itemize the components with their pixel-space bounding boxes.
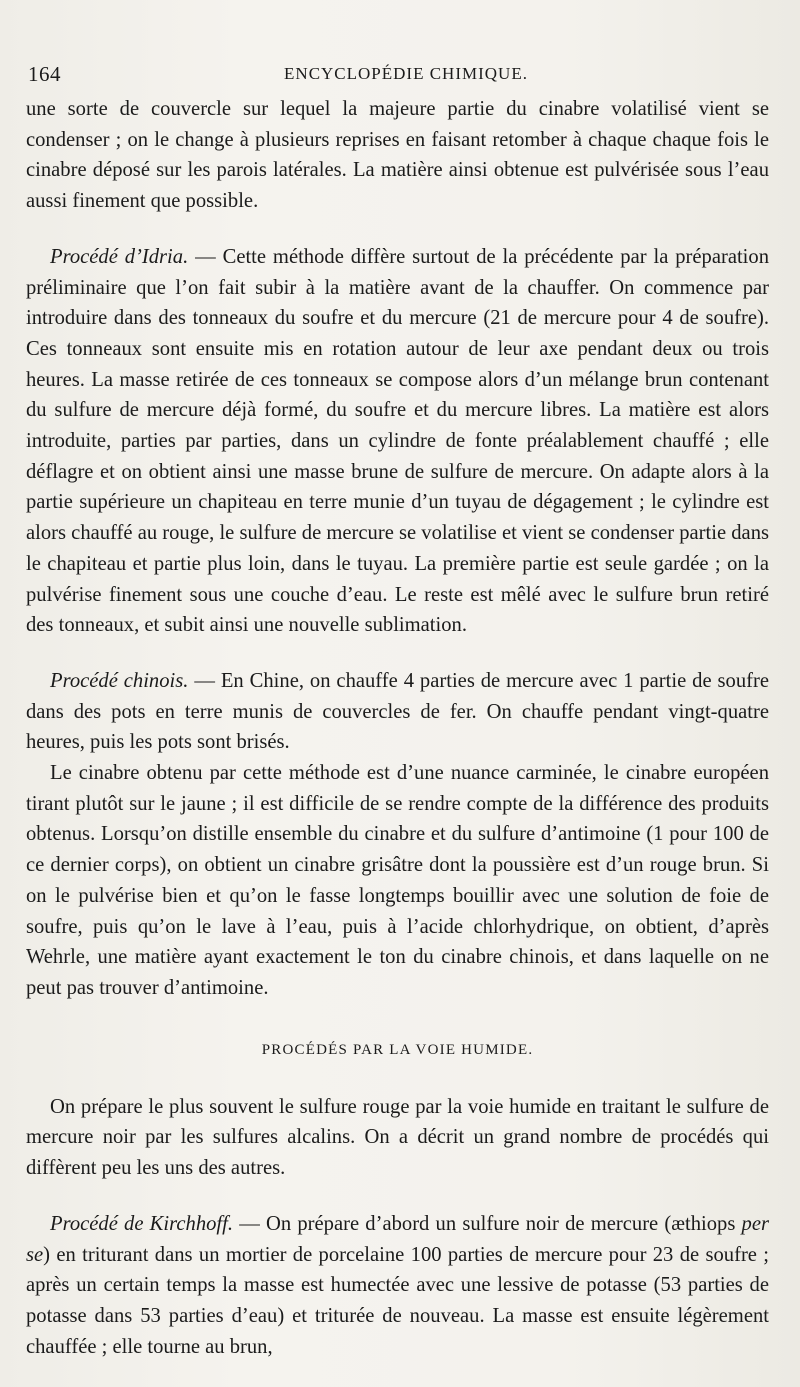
page-body [26, 94, 769, 1362]
page-number: 164 [28, 62, 61, 86]
procedure-title: Procédé de Kirchhoff. [50, 1212, 234, 1235]
paragraph-procede-kirchhoff [26, 1209, 769, 1363]
paragraph-procede-idria [26, 242, 769, 641]
paragraph-text: ) en triturant dans un mortier de porcelaine 100 parties de mercure pour 23 de soufre ; après un certain temps la masse est humectée avec une lessive de potasse (53 parties de potasse dans 53 parties d’eau) et triturée de nouveau. La masse est ensuite légèrement chauffée ; elle tourne au brun, [26, 1243, 769, 1358]
paragraph-voie-humide: On prépare le plus souvent le sulfure rouge par la voie humide en traitant le sulfure de mercure noir par les sulfures alcalins. On a décrit un grand nombre de procédés qui diffèrent peu les uns des autres. [26, 1095, 769, 1180]
paragraph-procede-chinois [26, 666, 769, 758]
running-title: ENCYCLOPÉDIE CHIMIQUE. [284, 64, 528, 83]
page-header [28, 62, 768, 92]
section-heading: PROCÉDÉS PAR LA VOIE HUMIDE. [261, 1041, 534, 1058]
paragraph-cinabre-obtenu: Le cinabre obtenu par cette méthode est d’une nuance carminée, le cinabre européen tirant plutôt sur le jaune ; il est difficile de se rendre compte de la différence des produits obtenus. Lorsqu’on distille ensemble du cinabre et du sulfure d’antimoine (1 pour 100 de ce dernier corps), on obtient un cinabre grisâtre dont la poussière est d’un rouge brun. Si on le pulvérise bien et qu’on le fasse longtemps bouillir avec une solution de foie de soufre, puis qu’on le lave à l’eau, puis à l’acide chlorhydrique, on obtient, d’après Wehrle, une matière ayant exactement le ton du cinabre chinois, et dans laquelle on ne peut pas trouver d’antimoine. [26, 762, 769, 999]
paragraph-continuation: une sorte de couvercle sur lequel la majeure partie du cinabre volatilisé vient se condenser ; on le change à plusieurs reprises en faisant retomber à chaque chaque fois le cinabre déposé sur les parois latérales. La matière ainsi obtenue est pulvérisée sous l’eau aussi finement que possible. [26, 98, 769, 213]
paragraph-text: — Cette méthode diffère surtout de la précédente par la préparation préliminaire que l’on fait subir à la matière avant de la chauffer. On commence par introduire dans des tonneaux du soufre et du mercure (21 de mercure pour 4 de soufre). Ces tonneaux sont ensuite mis en rotation autour de leur axe pendant deux ou trois heures. La masse retirée de ces tonneaux se compose alors d’un mélange brun contenant du sulfure de mercure déjà formé, du soufre et du mercure libres. La matière est alors introduite, parties par parties, dans un cylindre de fonte préalablement chauffé ; elle déflagre et on obtient ainsi une masse brune de sulfure de mercure. On adapte alors à la partie supérieure un chapiteau en terre munie d’un tuyau de dégagement ; le cylindre est alors chauffé au rouge, le sulfure de mercure se volatilise et vient se condenser partie dans le chapiteau et partie plus loin, dans le tuyau. La première partie est seule gardée ; on la pulvérise finement sous une couche d’eau. Le reste est mêlé avec le sulfure brun retiré des tonneaux, et subit ainsi une nouvelle sublimation. [26, 245, 769, 637]
paragraph-text: — En Chine, on chauffe 4 parties de mercure avec 1 partie de soufre dans des pots en terre munis de couvercles de fer. On chauffe pendant vingt-quatre heures, puis les pots sont brisés. [26, 669, 769, 754]
paragraph-text: — On prépare d’abord un sulfure noir de mercure (æthiops [233, 1212, 742, 1235]
procedure-title: Procédé d’Idria. [50, 245, 189, 268]
procedure-title: Procédé chinois. [50, 669, 189, 692]
latin-term: per se [26, 1212, 769, 1266]
